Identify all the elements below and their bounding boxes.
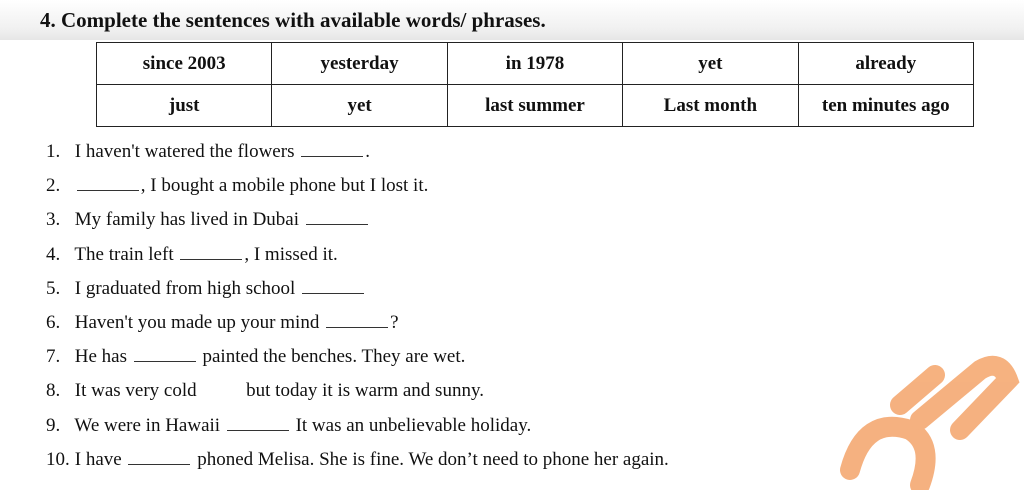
answer-blank[interactable] (302, 277, 364, 294)
watermark-graphic (840, 320, 1024, 490)
sentence-number: 7. (46, 346, 61, 368)
sentence-number: 8. (46, 380, 61, 402)
word-bank-row (97, 85, 974, 127)
sentence-text-after: painted the benches. They are wet. (202, 346, 466, 368)
sentence-text-after: , I bought a mobile phone but I lost it. (140, 175, 429, 197)
sentence-number: 1. (46, 141, 61, 162)
word-cell: last summer (447, 85, 622, 127)
word-cell: ten minutes ago (798, 85, 973, 127)
sentence-text-before: I haven't watered the flowers (74, 141, 295, 162)
sentence-text-after: but today it is warm and sunny. (246, 380, 484, 402)
sentence-text-before: My family has lived in Dubai (74, 209, 300, 231)
sentence-number: 4. (46, 243, 61, 265)
answer-blank[interactable] (128, 448, 190, 465)
word-cell: yet (272, 85, 447, 127)
sentence-number: 9. (46, 414, 61, 436)
answer-blank[interactable] (134, 345, 196, 362)
sentence-number: 6. (46, 311, 61, 333)
word-bank-row (97, 43, 974, 85)
sentence-text-before: Haven't you made up your mind (74, 311, 320, 333)
sentence-list (46, 135, 669, 477)
sentence-text-after: , I missed it. (244, 243, 338, 265)
sentence-item (46, 409, 669, 443)
sentence-number: 2. (46, 175, 61, 197)
word-cell: since 2003 (97, 43, 272, 85)
sentence-item (46, 443, 669, 477)
word-cell: in 1978 (447, 43, 622, 85)
sentence-text-before: I graduated from high school (74, 277, 296, 299)
answer-blank[interactable] (301, 140, 363, 157)
sentence-number: 3. (46, 209, 61, 231)
sentence-text-before: We were in Hawaii (74, 414, 221, 436)
word-cell: Last month (623, 85, 798, 127)
answer-blank[interactable] (227, 414, 289, 431)
answer-blank[interactable] (306, 208, 368, 225)
sentence-item (46, 238, 669, 272)
sentence-number: 5. (46, 277, 61, 299)
sentence-item (46, 169, 669, 203)
answer-blank[interactable] (326, 311, 388, 328)
sentence-text-before: It was very cold (74, 380, 197, 402)
sentence-item (46, 272, 669, 306)
word-bank-table (96, 42, 974, 127)
sentence-text-after: ? (390, 311, 399, 333)
sentence-item (46, 306, 669, 340)
sentence-text-after: It was an unbelievable holiday. (295, 414, 532, 436)
word-cell: yesterday (272, 43, 447, 85)
answer-blank[interactable] (77, 174, 139, 191)
sentence-text-before: He has (74, 346, 127, 368)
sentence-text-after: phoned Melisa. She is fine. We don’t need to phone her again. (197, 448, 669, 470)
word-cell: yet (623, 43, 798, 85)
sentence-text-before: The train left (74, 243, 174, 265)
word-cell: already (798, 43, 973, 85)
sentence-item (46, 203, 669, 237)
sentence-item (46, 135, 669, 169)
sentence-text-before: I have (74, 448, 122, 470)
exercise-title: 4. Complete the sentences with available words/ phrases. (40, 8, 546, 32)
word-cell: just (97, 85, 272, 127)
answer-blank[interactable] (180, 243, 242, 260)
sentence-item (46, 374, 669, 408)
sentence-item (46, 340, 669, 374)
sentence-number: 10. (46, 448, 70, 470)
sentence-text-after: . (365, 141, 370, 162)
